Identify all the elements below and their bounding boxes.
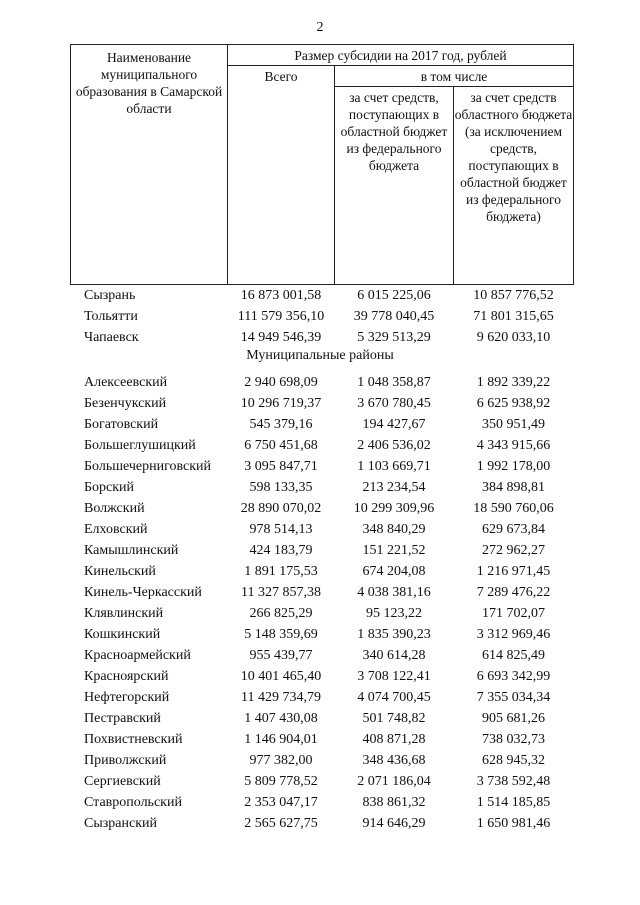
table-row bbox=[0, 286, 640, 306]
table-row bbox=[0, 373, 640, 393]
municipality-name: Елховский bbox=[84, 522, 148, 537]
header-total: Всего bbox=[227, 65, 335, 285]
federal-amount: 340 614,28 bbox=[362, 648, 426, 663]
total-amount: 598 133,35 bbox=[249, 480, 313, 495]
regional-amount: 7 355 034,34 bbox=[476, 690, 551, 705]
regional-amount: 629 673,84 bbox=[482, 522, 545, 537]
table-row bbox=[0, 478, 640, 498]
table-row bbox=[0, 604, 640, 624]
total-amount: 2 353 047,17 bbox=[244, 795, 318, 810]
regional-amount: 3 738 592,48 bbox=[476, 774, 551, 789]
regional-amount: 384 898,81 bbox=[482, 480, 545, 495]
municipality-name: Богатовский bbox=[84, 417, 159, 432]
municipality-name: Волжский bbox=[84, 501, 145, 516]
total-amount: 1 407 430,08 bbox=[244, 711, 318, 726]
regional-amount: 738 032,73 bbox=[482, 732, 545, 747]
federal-amount: 838 861,32 bbox=[362, 795, 426, 810]
municipality-name: Приволжский bbox=[84, 753, 167, 768]
federal-amount: 95 123,22 bbox=[366, 606, 422, 621]
total-amount: 5 809 778,52 bbox=[244, 774, 318, 789]
total-amount: 1 146 904,01 bbox=[244, 732, 318, 747]
table-row bbox=[0, 436, 640, 456]
regional-amount: 18 590 760,06 bbox=[473, 501, 554, 516]
federal-amount: 10 299 309,96 bbox=[353, 501, 435, 516]
table-row bbox=[0, 457, 640, 477]
table-row bbox=[0, 541, 640, 561]
regional-amount: 628 945,32 bbox=[482, 753, 545, 768]
regional-amount: 1 650 981,46 bbox=[476, 816, 551, 831]
table-row bbox=[0, 328, 640, 348]
regional-amount: 1 892 339,22 bbox=[476, 375, 551, 390]
federal-amount: 6 015 225,06 bbox=[357, 288, 431, 303]
regional-amount: 171 702,07 bbox=[482, 606, 545, 621]
table-row bbox=[0, 751, 640, 771]
municipality-name: Сызрань bbox=[84, 288, 136, 303]
regional-amount: 9 620 033,10 bbox=[476, 330, 551, 345]
municipality-name: Сергиевский bbox=[84, 774, 161, 789]
regional-amount: 614 825,49 bbox=[482, 648, 545, 663]
regional-amount: 7 289 476,22 bbox=[476, 585, 551, 600]
federal-amount: 5 329 513,29 bbox=[357, 330, 431, 345]
municipality-name: Борский bbox=[84, 480, 135, 495]
total-amount: 266 825,29 bbox=[249, 606, 313, 621]
municipality-name: Ставропольский bbox=[84, 795, 182, 810]
municipality-name: Красноармейский bbox=[84, 648, 191, 663]
page-number: 2 bbox=[316, 20, 324, 35]
total-amount: 11 327 857,38 bbox=[241, 585, 321, 600]
total-amount: 2 565 627,75 bbox=[244, 816, 318, 831]
federal-amount: 348 436,68 bbox=[362, 753, 426, 768]
table-row bbox=[0, 625, 640, 645]
total-amount: 28 890 070,02 bbox=[240, 501, 322, 516]
federal-amount: 3 708 122,41 bbox=[357, 669, 431, 684]
total-amount: 2 940 698,09 bbox=[244, 375, 318, 390]
total-amount: 977 382,00 bbox=[249, 753, 313, 768]
header-municipality: Наименование муниципального образования в Самарской области bbox=[70, 44, 228, 285]
total-amount: 11 429 734,79 bbox=[241, 690, 321, 705]
federal-amount: 2 071 186,04 bbox=[357, 774, 431, 789]
municipality-name: Безенчукский bbox=[84, 396, 167, 411]
municipality-name: Клявлинский bbox=[84, 606, 164, 621]
federal-amount: 4 038 381,16 bbox=[357, 585, 431, 600]
total-amount: 3 095 847,71 bbox=[244, 459, 318, 474]
regional-amount: 272 962,27 bbox=[482, 543, 545, 558]
municipality-name: Красноярский bbox=[84, 669, 169, 684]
table-row bbox=[0, 772, 640, 792]
federal-amount: 1 048 358,87 bbox=[357, 375, 431, 390]
table-row bbox=[0, 793, 640, 813]
municipality-name: Алексеевский bbox=[84, 375, 168, 390]
federal-amount: 213 234,54 bbox=[362, 480, 426, 495]
regional-amount: 10 857 776,52 bbox=[473, 288, 554, 303]
federal-amount: 1 103 669,71 bbox=[357, 459, 431, 474]
header-subsidy-size: Размер субсидии на 2017 год, рублей bbox=[227, 44, 574, 66]
regional-amount: 1 514 185,85 bbox=[476, 795, 551, 810]
total-amount: 955 439,77 bbox=[249, 648, 313, 663]
federal-amount: 2 406 536,02 bbox=[357, 438, 431, 453]
table-row bbox=[0, 415, 640, 435]
header-federal-funds: за счет средств, поступающих в областной бюджет из федерального бюджета bbox=[334, 86, 454, 285]
municipality-name: Большеглушицкий bbox=[84, 438, 196, 453]
federal-amount: 501 748,82 bbox=[362, 711, 426, 726]
table-row bbox=[0, 394, 640, 414]
regional-amount: 350 951,49 bbox=[482, 417, 545, 432]
table-row bbox=[0, 646, 640, 666]
federal-amount: 408 871,28 bbox=[362, 732, 426, 747]
federal-amount: 4 074 700,45 bbox=[357, 690, 431, 705]
municipality-name: Нефтегорский bbox=[84, 690, 170, 705]
table-row bbox=[0, 667, 640, 687]
federal-amount: 3 670 780,45 bbox=[357, 396, 431, 411]
regional-amount: 71 801 315,65 bbox=[473, 309, 554, 324]
total-amount: 545 379,16 bbox=[249, 417, 313, 432]
federal-amount: 914 646,29 bbox=[362, 816, 426, 831]
total-amount: 111 579 356,10 bbox=[237, 309, 325, 324]
total-amount: 10 296 719,37 bbox=[240, 396, 322, 411]
municipality-name: Тольятти bbox=[84, 309, 138, 324]
regional-amount: 905 681,26 bbox=[482, 711, 545, 726]
table-row bbox=[0, 688, 640, 708]
municipality-name: Большечерниговский bbox=[84, 459, 212, 474]
regional-amount: 1 992 178,00 bbox=[476, 459, 551, 474]
municipality-name: Кинель-Черкасский bbox=[84, 585, 202, 600]
municipality-name: Пестравский bbox=[84, 711, 161, 726]
total-amount: 5 148 359,69 bbox=[244, 627, 318, 642]
regional-amount: 6 693 342,99 bbox=[476, 669, 551, 684]
municipality-name: Камышлинский bbox=[84, 543, 179, 558]
table-row bbox=[0, 814, 640, 834]
federal-amount: 1 835 390,23 bbox=[357, 627, 431, 642]
header-regional-funds: за счет средств областного бюджета (за исключением средств, поступающих в областной бюджет из федерального бюджета) bbox=[453, 86, 574, 285]
federal-amount: 348 840,29 bbox=[362, 522, 426, 537]
total-amount: 978 514,13 bbox=[249, 522, 313, 537]
total-amount: 10 401 465,40 bbox=[240, 669, 322, 684]
regional-amount: 1 216 971,45 bbox=[476, 564, 551, 579]
regional-amount: 3 312 969,46 bbox=[476, 627, 551, 642]
municipality-name: Кинельский bbox=[84, 564, 156, 579]
total-amount: 14 949 546,39 bbox=[240, 330, 322, 345]
total-amount: 1 891 175,53 bbox=[244, 564, 318, 579]
municipality-name: Сызранский bbox=[84, 816, 157, 831]
municipality-name: Чапаевск bbox=[84, 330, 139, 345]
federal-amount: 39 778 040,45 bbox=[353, 309, 435, 324]
federal-amount: 194 427,67 bbox=[362, 417, 426, 432]
table-row bbox=[0, 583, 640, 603]
table-row bbox=[0, 730, 640, 750]
table-row bbox=[0, 499, 640, 519]
header-including: в том числе bbox=[334, 65, 574, 87]
municipality-name: Похвистневский bbox=[84, 732, 183, 747]
regional-amount: 4 343 915,66 bbox=[476, 438, 551, 453]
municipality-name: Кошкинский bbox=[84, 627, 161, 642]
total-amount: 6 750 451,68 bbox=[244, 438, 318, 453]
total-amount: 424 183,79 bbox=[249, 543, 313, 558]
total-amount: 16 873 001,58 bbox=[240, 288, 322, 303]
table-row bbox=[0, 520, 640, 540]
table-row bbox=[0, 709, 640, 729]
table-row bbox=[0, 307, 640, 327]
federal-amount: 151 221,52 bbox=[362, 543, 426, 558]
regional-amount: 6 625 938,92 bbox=[476, 396, 551, 411]
table-row bbox=[0, 562, 640, 582]
federal-amount: 674 204,08 bbox=[362, 564, 426, 579]
section-title: Муниципальные районы bbox=[246, 348, 394, 363]
